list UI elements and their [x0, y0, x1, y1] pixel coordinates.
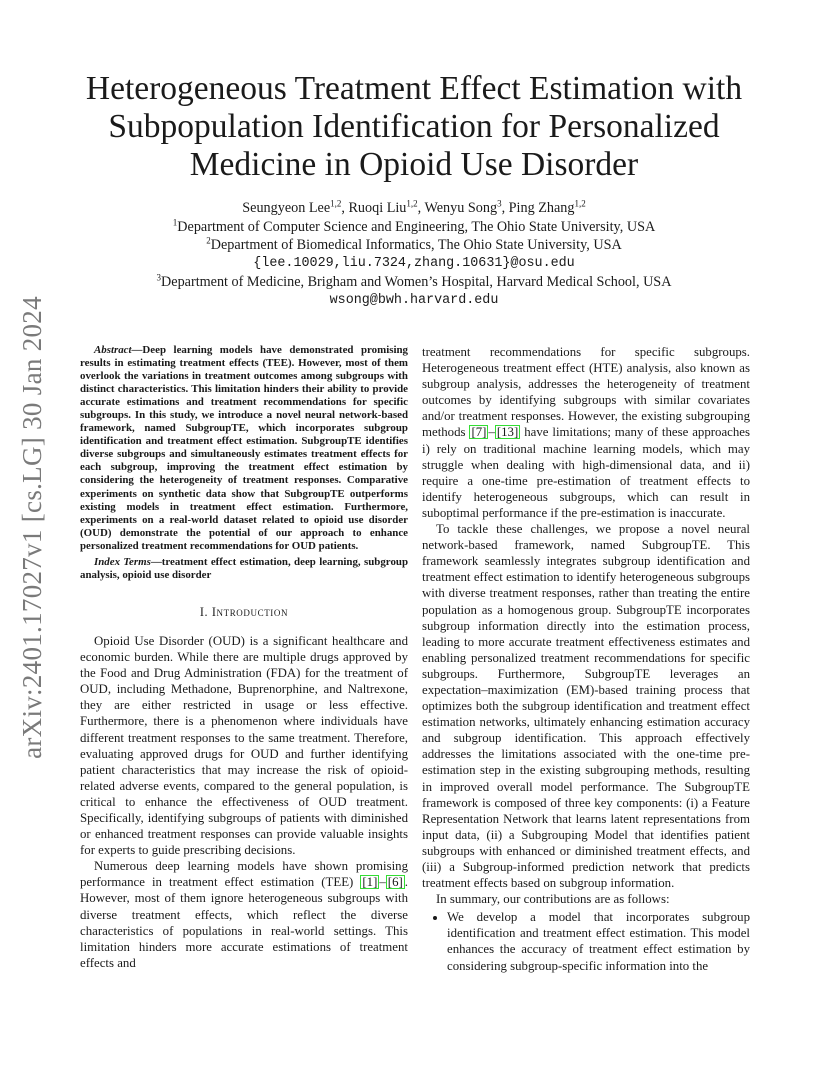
index-terms	[80, 556, 408, 582]
abstract-text: —Deep learning models have demonstrated promising results in estimating treatment effects (TEE). However, most of them overlook the variations in treatment outcomes among subgroups with distinct characteristics. This limitation hinders their ability to provide accurate estimations and treatment recommendations for specific subgroups. In this study, we introduce a novel neural network-based framework, named SubgroupTE, which incorporates subgroup identification and treatment effect estimation. SubgroupTE identifies diverse subgroups and simultaneously estimates treatment effects for each subgroup, improving the treatment effect estimation by considering the heterogeneity of treatment responses. Comparative experiments on synthetic data show that SubgroupTE outperforms existing models in treatment effect estimation. Furthermore, experiments on a real-world dataset related to opioid use disorder (OUD) demonstrate the potential of our approach to enhance personalized treatment recommendations for OUD patients.	[80, 344, 408, 552]
affiliation-mark: 3	[156, 272, 162, 283]
section-heading: I. Introduction	[199, 604, 289, 619]
arxiv-identifier: arXiv:2401.17027v1 [cs.LG] 30 Jan 2024	[16, 295, 47, 759]
affiliation-line	[60, 273, 768, 292]
paragraph-text: have limitations; many of these approaches i) rely on traditional machine learning models, which may struggle when dealing with high-dimensional data, and ii) require a one-time pre-estimation of treatment effects to identify heterogeneous subgroups, which can result in suboptimal performance if the pre-estimation is inaccurate.	[422, 425, 750, 520]
intro-paragraph: In summary, our contributions are as follows:	[436, 892, 670, 907]
right-column	[422, 344, 750, 974]
author-separator: ,	[417, 200, 425, 216]
affiliation-text: Department of Computer Science and Engineering, The Ohio State University, USA	[177, 218, 656, 235]
citation-link[interactable]: [6]	[387, 875, 403, 890]
paper-title	[60, 70, 768, 184]
intro-paragraph: Opioid Use Disorder (OUD) is a significant healthcare and economic burden. While there are multiple drugs approved by the Food and Drug Administration (FDA) for the treatment of OUD, including Methadone, Buprenorphine, and Naltrexone, they are either restricted in usage or less effective. Furthermore, there is a phenomenon where individuals have different treatment responses to the same treatment. Therefore, evaluating approved drugs for OUD and further identifying patient characteristics that may increase the risk of opioid-related adverse events, compared to the general population, is critical to enhance the effectiveness of OUD treatment. Specifically, identifying subgroups of patients with diminished or enhanced treatment responses can provide valuable insights for experts to guide prescribing decisions.	[80, 633, 408, 858]
author-block	[60, 199, 768, 310]
author-affiliation-mark: 3	[497, 198, 502, 209]
author-name: Seungyeon Lee	[242, 200, 331, 216]
paragraph-text: Numerous deep learning models have shown promising performance in treatment effect estimation (TEE)	[80, 859, 408, 890]
affiliation-line	[60, 236, 768, 255]
affiliation-text: Department of Biomedical Informatics, The Ohio State University, USA	[210, 237, 622, 253]
paragraph-text: treatment recommendations for specific subgroups. Heterogeneous treatment effect (HTE) analysis, also known as subgroup analysis, addresses the heterogeneity of treatment outcomes by identifying subgroups with similar covariates and/or treatment responses. However, the existing subgrouping methods	[422, 345, 750, 440]
intro-paragraph	[422, 344, 750, 521]
index-terms-lead: Index Terms	[94, 555, 151, 568]
author-name: Wenyu Song	[424, 200, 498, 216]
title-line: Subpopulation Identification for Personalized	[108, 108, 720, 145]
email-harvard: wsong@bwh.harvard.edu	[329, 292, 499, 308]
affiliation-mark: 1	[172, 216, 178, 227]
citation-link[interactable]: [13]	[496, 425, 519, 440]
author-affiliation-mark: 1,2	[406, 198, 418, 209]
author-name: Ruoqi Liu	[348, 200, 407, 216]
author-affiliation-mark: 1,2	[574, 198, 586, 209]
affiliation-line	[60, 218, 768, 237]
arxiv-side-stamp	[2, 292, 62, 762]
author-separator: ,	[501, 200, 509, 216]
title-line: Heterogeneous Treatment Effect Estimation with	[85, 70, 743, 107]
citation-dash: –	[488, 425, 495, 440]
contribution-list	[422, 909, 750, 973]
affiliation-text: Department of Medicine, Brigham and Women’s Hospital, Harvard Medical School, USA	[161, 274, 672, 290]
author-list	[60, 199, 768, 218]
left-column	[80, 344, 408, 971]
intro-paragraph: To tackle these challenges, we propose a novel neural network-based framework, named SubgroupTE. This framework seamlessly integrates subgroup identification and treatment effect estimation to identify heterogeneous subgroups with diverse treatment responses, rather than treating the entire population as a homogenous group. SubgroupTE incorporates subgroup information directly into the estimation process, leading to more accurate treatment effectiveness estimates and enabling personalized treatment recommendations for specific subgroups. Furthermore, SubgroupTE leverages an expectation–maximization (EM)-based training process that optimizes both the subgroup identification and treatment effect estimation networks, ultimately enhancing estimation accuracy and subgroup identification. This approach effectively addresses the limitations associated with the one-time pre-estimation step in the existing subgrouping methods, resulting in improved overall model performance. The SubgroupTE framework is composed of three key components: (i) a Feature Representation Network that learns latent representations from input data, (ii) a Subgrouping Model that identifies patient subgroups with enhanced or diminished treatment effects, and (iii) a Subgroup-informed prediction network that predicts treatment effects based on subgroup information.	[422, 522, 750, 891]
author-separator: ,	[341, 200, 349, 216]
abstract-lead: Abstract	[94, 344, 132, 356]
index-terms-text: —treatment effect estimation, deep learning, subgroup analysis, opioid use disorder	[80, 555, 409, 581]
paragraph-text: . However, most of them ignore heterogeneous subgroups with diverse treatment effects, which reflect the diverse characteristics of populations in real-world settings. This limitation hinders more accurate estimations of treatment effects and	[80, 875, 408, 970]
citation-link[interactable]: [7]	[471, 425, 487, 440]
citation-link[interactable]: [1]	[362, 875, 378, 890]
abstract	[80, 344, 408, 553]
list-item: • We develop a model that incorporates subgroup identification and treatment effect estimation. This model enhances the accuracy of treatment effect estimation by considering subgroup-specific information into the	[447, 909, 750, 973]
title-line: Medicine in Opioid Use Disorder	[189, 146, 639, 183]
author-affiliation-mark: 1,2	[330, 198, 342, 209]
email-osu: {lee.10029,liu.7324,zhang.10631}@osu.edu	[253, 255, 575, 271]
citation-dash: –	[379, 875, 386, 890]
intro-paragraph	[80, 858, 408, 971]
author-name: Ping Zhang	[508, 200, 575, 216]
affiliation-mark: 2	[206, 235, 211, 246]
